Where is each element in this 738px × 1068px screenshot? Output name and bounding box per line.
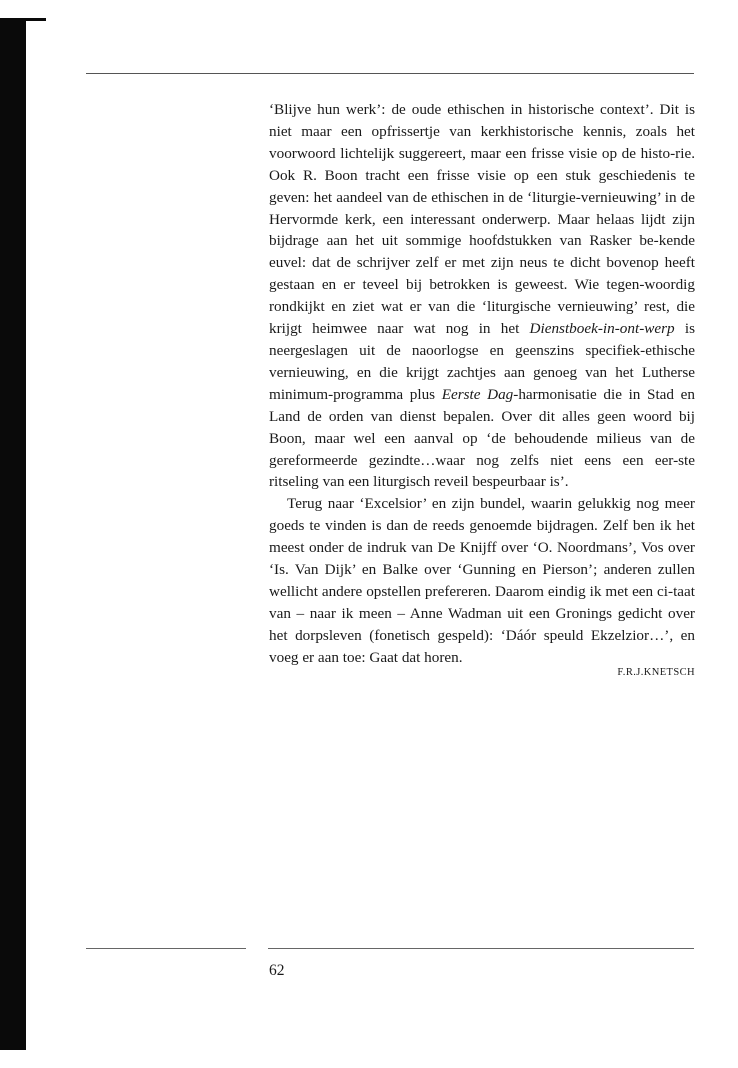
paragraph-1-part-2: is neergeslagen uit de naoorlogse en geenszins specifiek-ethische vernieuwing, en die krijgt zachtjes aan genoeg van het Lutherse minimum-programma plus [269,320,695,403]
paragraph-1 [269,99,695,493]
book-spine-cap [0,18,46,21]
italic-title-eerste-dag: Eerste Dag [441,385,514,403]
footer-rule-left [86,948,246,949]
paragraph-1-part-3: -harmonisatie die in Stad en Land de orden van dienst bepalen. Over dit alles geen woord bij Boon, maar wel een aanval op ‘de behoudende milieus van de gereformeerde gezindte…waar nog zelfs niet eens een eer-ste ritseling van een liturgisch reveil bespeurbaar is’. [269,385,695,491]
paragraph-1-part-1: ‘Blijve hun werk’: de oude ethischen in historische context’. Dit is niet maar een opfrissertje van kerkhistorische kennis, zoals het voorwoord lichtelijk suggereert, maar een frisse visie op de histo-rie. Ook R. Boon tracht een frisse visie op een stuk geschiedenis te geven: het aandeel van de ethischen in de ‘liturgie-vernieuwing’ in de Hervormde kerk, een interessant onderwerp. Maar helaas lijdt zijn bijdrage aan het uit sommige hoofdstukken van Rasker be-kende euvel: dat de schrijver zelf er met zijn neus te dicht bovenop heeft gestaan en er teveel bij betrokken is geweest. Wie tegen-woordig rondkijkt en ziet wat er van die ‘liturgische vernieuwing’ rest, die krijgt heimwee naar wat nog in het [269,101,695,338]
book-spine-shadow [0,20,26,1050]
italic-title-dienstboek: Dienstboek-in-ont-werp [529,320,675,338]
footer-rule-right [268,948,694,949]
body-text [269,99,695,669]
page-number: 62 [269,962,285,979]
paragraph-2: Terug naar ‘Excelsior’ en zijn bundel, waarin gelukkig nog meer goeds te vinden is dan de reeds genoemde bijdragen. Zelf ben ik het meest onder de indruk van De Knijff over ‘O. Noordmans’, Vos over ‘Is. Van Dijk’ en Balke over ‘Gunning en Pierson’; anderen zullen wellicht andere opstellen prefereren. Daarom eindig ik met een ci-taat van – naar ik meen – Anne Wadman uit een Gronings gedicht over het dorpsleven (fonetisch gespeld): ‘Dáór speuld Ekzelzior…’, en voeg er aan toe: Gaat dat horen. [269,495,695,666]
top-rule [86,73,694,74]
author-signature: F.R.J.KNETSCH [617,667,695,678]
